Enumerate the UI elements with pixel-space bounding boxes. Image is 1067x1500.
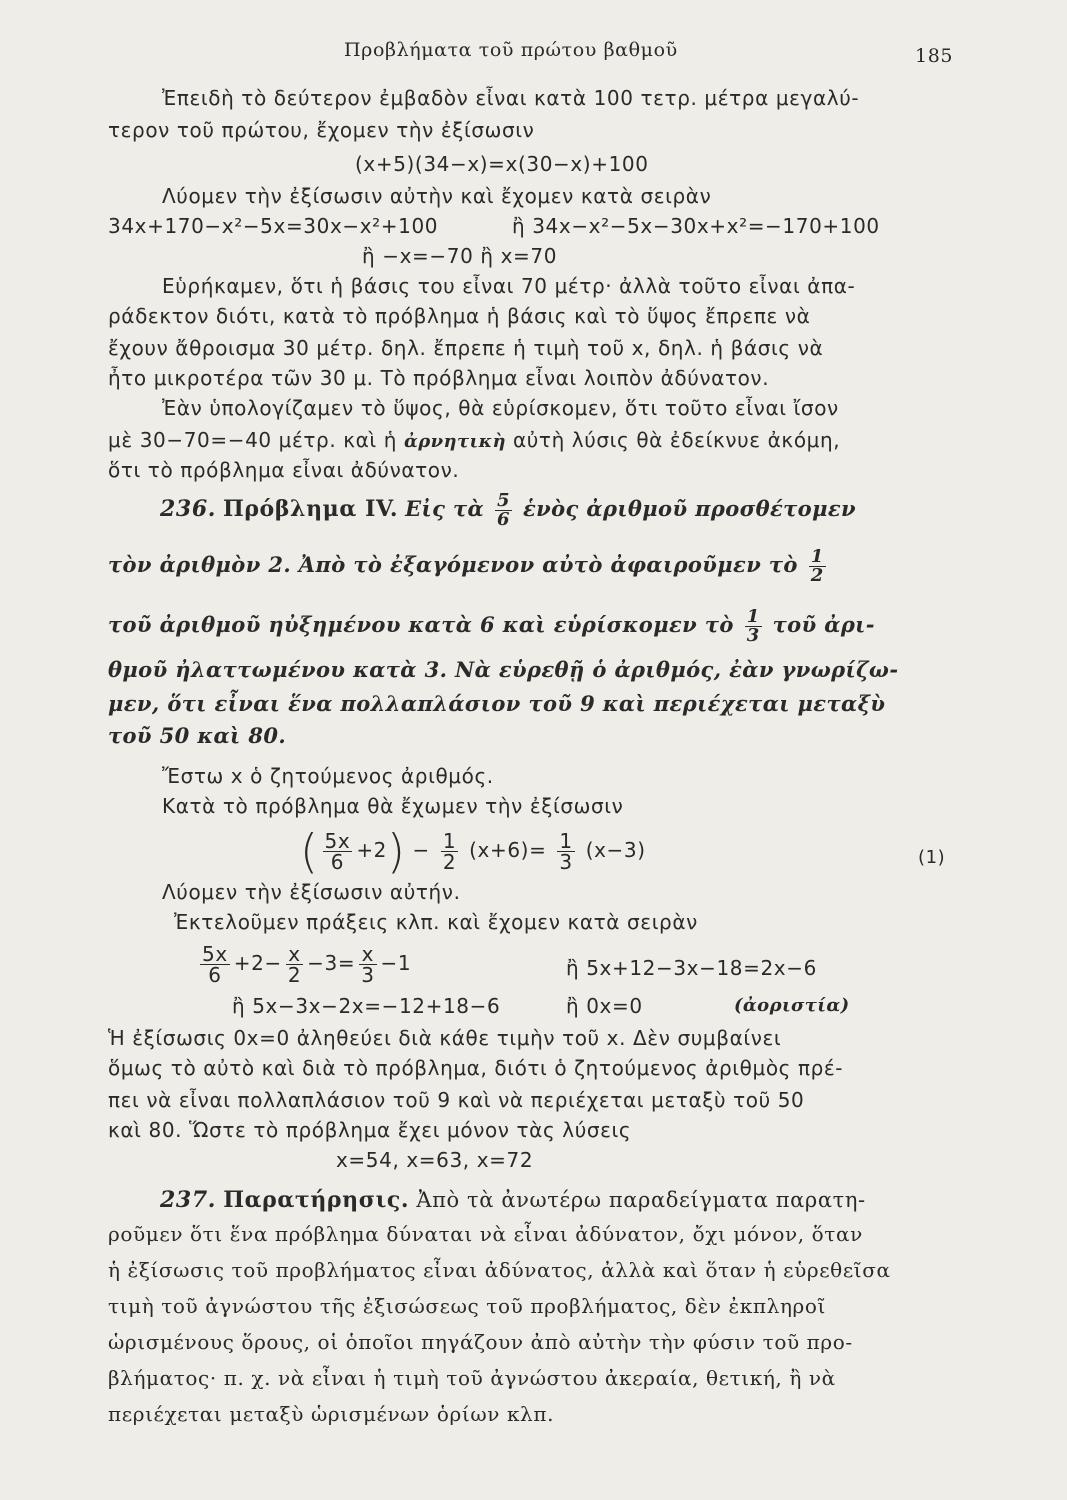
fraction-numerator: 5x xyxy=(324,829,351,853)
equation: ἢ 0x=0 xyxy=(566,994,643,1018)
fraction xyxy=(809,548,826,585)
problem-text: τοῦ ἀριθμοῦ ηὐξημένου κατὰ 6 καὶ εὑρίσκομεν τὸ xyxy=(108,612,734,637)
problem-title: Πρόβλημα IV. xyxy=(222,496,399,522)
text-line: ἔχουν ἄθροισμα 30 μέτρ. δηλ. ἔπρεπε ἡ τιμὴ τοῦ x, δηλ. ἡ βάσις νὰ xyxy=(108,336,824,360)
problem-text: ἑνὸς ἀριθμοῦ προσθέτομεν xyxy=(522,496,856,521)
paren-open: ( xyxy=(300,824,319,879)
fraction-denominator: 3 xyxy=(361,963,375,987)
fraction-numerator: x xyxy=(361,942,375,966)
text-line: Ἡ ἐξίσωσις 0x=0 ἀληθεύει διὰ κάθε τιμὴν τοῦ x. Δὲν συμβαίνει xyxy=(108,1026,782,1050)
equation: ἢ 5x+12−3x−18=2x−6 xyxy=(566,956,817,980)
page-number: 185 xyxy=(915,45,954,67)
remark-line: ροῦμεν ὅτι ἕνα πρόβλημα δύναται νὰ εἶναι ἀδύνατον, ὄχι μόνον, ὅταν xyxy=(108,1222,863,1246)
remark-text: Ἀπὸ τὰ ἀνωτέρω παραδείγματα παρατη- xyxy=(416,1188,866,1212)
fraction-denominator: 3 xyxy=(746,625,760,646)
term: +2− xyxy=(233,951,282,975)
equation: ἢ 34x−x²−5x−30x+x²=−170+100 xyxy=(512,214,880,238)
text-line: Λύομεν τὴν ἐξίσωσιν αὐτὴν καὶ ἔχομεν κατὰ σειρὰν xyxy=(162,184,712,208)
fraction-numerator: x xyxy=(288,942,301,966)
emphasis-word: ἀρνητικὴ xyxy=(404,431,506,452)
text-line: καὶ 80. Ὥστε τὸ πρόβλημα ἔχει μόνον τὰς λύσεις xyxy=(108,1118,632,1142)
term: (x+6)= xyxy=(469,838,547,862)
problem-line xyxy=(108,608,875,645)
text-line: ράδεκτον διότι, κατὰ τὸ πρόβλημα ἡ βάσις καὶ τὸ ὕψος ἔπρεπε νὰ xyxy=(108,304,811,328)
fraction xyxy=(286,944,303,985)
fraction xyxy=(441,831,458,872)
term: −3= xyxy=(307,951,356,975)
fraction xyxy=(745,608,762,645)
problem-line xyxy=(108,548,830,585)
text-line: τερον τοῦ πρώτου, ἔχομεν τὴν ἐξίσωσιν xyxy=(108,118,535,142)
fraction-numerator: 1 xyxy=(559,829,573,853)
remark-title: Παρατήρησις. xyxy=(223,1187,410,1213)
problem-line: τοῦ 50 καὶ 80. xyxy=(108,723,287,748)
text-span: αὐτὴ λύσις θὰ ἐδείκνυε ἀκόμη, xyxy=(512,428,841,452)
term: −1 xyxy=(380,951,412,975)
text-span: μὲ 30−70=−40 μέτρ. καὶ ἡ xyxy=(108,428,398,452)
fraction-numerator: 1 xyxy=(810,546,824,567)
fraction-numerator: 1 xyxy=(442,829,457,853)
problem-number: 236. xyxy=(160,496,216,522)
paren-close: ) xyxy=(387,824,406,879)
remark-line: ὡρισμένους ὅρους, οἱ ὁποῖοι πηγάζουν ἀπὸ αὐτὴν τὴν φύσιν τοῦ προ- xyxy=(108,1330,853,1354)
remark-line: βλήματος· π. χ. νὰ εἶναι ἡ τιμὴ τοῦ ἀγνώστου ἀκεραία, θετική, ἢ νὰ xyxy=(108,1366,836,1390)
problem-text: Εἰς τὰ xyxy=(405,496,485,521)
problem-text: τοῦ ἀρι- xyxy=(772,612,875,637)
remark-line: ἡ ἐξίσωσις τοῦ προβλήματος εἶναι ἀδύνατος, ἀλλὰ καὶ ὅταν ἡ εὑρεθεῖσα xyxy=(108,1258,891,1282)
text-line: Ἐὰν ὑπολογίζαμεν τὸ ὕψος, θὰ εὑρίσκομεν, ὅτι τοῦτο εἶναι ἴσον xyxy=(162,396,839,420)
text-line: ὅτι τὸ πρόβλημα εἶναι ἀδύνατον. xyxy=(108,458,460,482)
text-line: Ἔστω x ὁ ζητούμενος ἀριθμός. xyxy=(162,764,494,788)
fraction-denominator: 6 xyxy=(200,964,230,985)
text-line: Ἐκτελοῦμεν πράξεις κλπ. καὶ ἔχομεν κατὰ σειρὰν xyxy=(174,910,698,934)
text-line: ὅμως τὸ αὐτὸ καὶ διὰ τὸ πρόβλημα, διότι ὁ ζητούμενος ἀριθμὸς πρέ- xyxy=(108,1056,844,1080)
fraction-numerator: 1 xyxy=(746,606,760,627)
problem-line: μεν, ὅτι εἶναι ἕνα πολλαπλάσιον τοῦ 9 καὶ περιέχεται μεταξὺ xyxy=(108,691,886,716)
equation: 34x+170−x²−5x=30x−x²+100 xyxy=(108,214,439,238)
problem-text: τὸν ἀριθμὸν 2. Ἀπὸ τὸ ἐξαγόμενον αὐτὸ ἀφαιροῦμεν τὸ xyxy=(108,552,798,577)
text-line: Κατὰ τὸ πρόβλημα θὰ ἔχωμεν τὴν ἐξίσωσιν xyxy=(162,794,624,818)
fraction xyxy=(200,944,230,985)
fraction-denominator: 3 xyxy=(559,850,573,874)
fraction-denominator: 6 xyxy=(497,509,510,530)
fraction-denominator: 2 xyxy=(810,565,824,586)
operator: − xyxy=(412,838,430,862)
fraction-denominator: 2 xyxy=(442,850,457,874)
text-line: ἦτο μικροτέρα τῶν 30 μ. Τὸ πρόβλημα εἶναι λοιπὸν ἀδύνατον. xyxy=(108,366,770,390)
annotation: (ἀοριστία) xyxy=(734,995,850,1016)
fraction-denominator: 2 xyxy=(287,963,302,987)
text-line: Λύομεν τὴν ἐξίσωσιν αὐτήν. xyxy=(162,880,461,904)
text-line: Ἐπειδὴ τὸ δεύτερον ἐμβαδὸν εἶναι κατὰ 100 τετρ. μέτρα μεγαλύ- xyxy=(162,86,860,110)
fraction xyxy=(557,831,574,872)
remark-line: περιέχεται μεταξὺ ὡρισμένων ὁρίων κλπ. xyxy=(108,1402,555,1426)
equation-label: (1) xyxy=(918,847,946,868)
fraction xyxy=(323,831,353,872)
fraction-denominator: 6 xyxy=(323,851,353,872)
problem-line: θμοῦ ἠλαττωμένου κατὰ 3. Νὰ εὑρεθῇ ὁ ἀριθμός, ἐὰν γνωρίζω- xyxy=(108,657,899,682)
equation: ἢ −x=−70 ἢ x=70 xyxy=(362,244,558,268)
equation: ἢ 5x−3x−2x=−12+18−6 xyxy=(232,994,501,1018)
term: +2 xyxy=(356,838,387,862)
term: (x−3) xyxy=(585,838,646,862)
text-line: Εὑρήκαμεν, ὅτι ἡ βάσις του εἶναι 70 μέτρ· ἀλλὰ τοῦτο εἶναι ἀπα- xyxy=(162,274,856,298)
fraction xyxy=(359,944,376,985)
equation: (x+5)(34−x)=x(30−x)+100 xyxy=(355,152,649,176)
remark-line: τιμὴ τοῦ ἀγνώστου τῆς ἐξισώσεως τοῦ προβλήματος, δὲν ἐκπληροῖ xyxy=(108,1294,826,1318)
equation-2 xyxy=(196,938,411,988)
solutions: x=54, x=63, x=72 xyxy=(336,1148,534,1172)
text-line xyxy=(108,428,840,454)
problem-heading xyxy=(160,492,856,529)
equation-1 xyxy=(300,822,646,878)
fraction-numerator: 5 xyxy=(497,490,510,511)
text-line: πει νὰ εἶναι πολλαπλάσιον τοῦ 9 καὶ νὰ περιέχεται μεταξὺ τοῦ 50 xyxy=(108,1088,805,1112)
fraction xyxy=(495,492,512,529)
remark-number: 237. xyxy=(160,1187,216,1213)
running-header: Προβλήματα τοῦ πρώτου βαθμοῦ xyxy=(344,39,678,61)
fraction-numerator: 5x xyxy=(202,942,228,966)
remark-heading xyxy=(160,1186,866,1214)
